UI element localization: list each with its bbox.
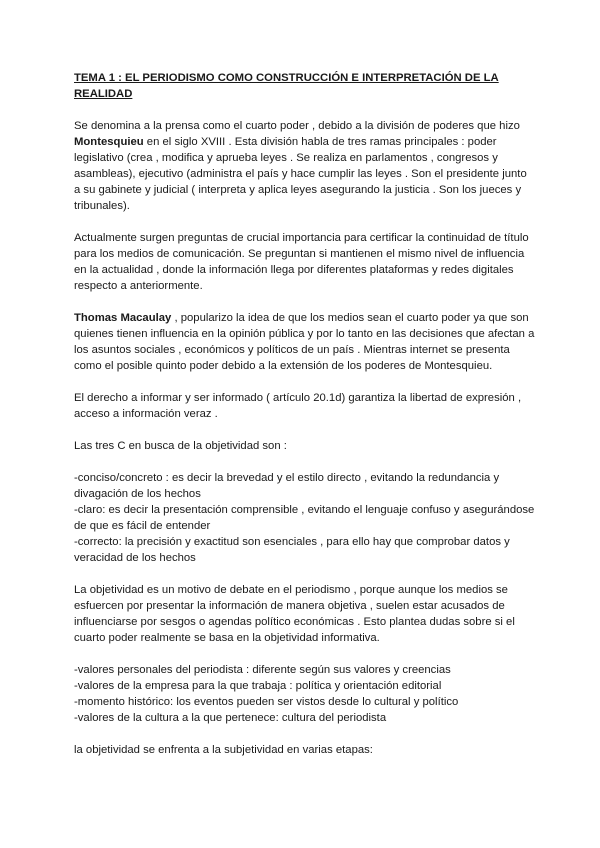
list-valores [74,662,536,726]
paragraph-subjetividad: la objetividad se enfrenta a la subjetividad en varias etapas: [74,744,373,756]
paragraph-text: , popularizo la idea de que los medios sean el cuarto poder ya que son quienes tienen influencia en la opinión pública y por lo tanto en las decisiones que afectan a los asuntos sociales , económicos y políticos de un país . Mientras internet se presenta como el posible quinto poder debido a la extensión de los poderes de Montesquieu. [74,312,535,372]
paragraph-derecho-informar: El derecho a informar y ser informado ( artículo 20.1d) garantiza la libertad de expresión , acceso a información veraz . [74,392,522,420]
list-item: -valores de la empresa para la que trabaja : política y orientación editorial [74,680,442,692]
paragraph-text: en el siglo XVIII . Esta división habla de tres ramas principales : poder legislativo (crea , modifica y aprueba leyes . Se realiza en parlamentos , congresos y asambleas), ejecutivo (administra el país y hace cumplir las leyes . Son el presidente junto a su gabinete y judicial ( interpreta y aplica leyes asegurando la justicia . Son los jueces y tribunales). [74,136,527,212]
paragraph-macaulay [74,310,536,374]
list-item: -momento histórico: los eventos pueden ser vistos desde lo cultural y político [74,696,459,708]
list-item: -valores personales del periodista : diferente según sus valores y creencias [74,664,451,676]
paragraph-tres-c: Las tres C en busca de la objetividad son : [74,440,287,452]
paragraph-objetividad: La objetividad es un motivo de debate en el periodismo , porque aunque los medios se esfuercen por presentar la información de manera objetiva , suelen estar acusados de influenciarse por sesgos o agendas político económicas . Esto plantea dudas sobre si el cuarto poder realmente se basa en la objetividad informativa. [74,584,515,644]
paragraph-continuidad: Actualmente surgen preguntas de crucial importancia para certificar la continuidad de título para los medios de comunicación. Se preguntan si mantienen el mismo nivel de influencia en la actualidad , donde la información llega por diferentes plataformas y redes digitales respecto a anteriormente. [74,232,529,292]
paragraph-cuarto-poder [74,118,536,214]
page-title: TEMA 1 : EL PERIODISMO COMO CONSTRUCCIÓN E INTERPRETACIÓN DE LA REALIDAD [74,72,499,100]
list-item: -valores de la cultura a la que pertenece: cultura del periodista [74,712,387,724]
paragraph-text: Se denomina a la prensa como el cuarto poder , debido a la división de poderes que hizo [74,120,520,132]
list-item: -correcto: la precisión y exactitud son esenciales , para ello hay que comprobar datos y veracidad de los hechos [74,536,510,564]
bold-name-macaulay: Thomas Macaulay [74,312,172,324]
bold-name-montesquieu: Montesquieu [74,136,144,148]
list-tres-c [74,470,536,566]
list-item: -conciso/concreto : es decir la brevedad y el estilo directo , evitando la redundancia y divagación de los hechos [74,472,500,500]
list-item: -claro: es decir la presentación comprensible , evitando el lenguaje confuso y asegurándose de que es fácil de entender [74,504,535,532]
document-body [74,70,536,774]
